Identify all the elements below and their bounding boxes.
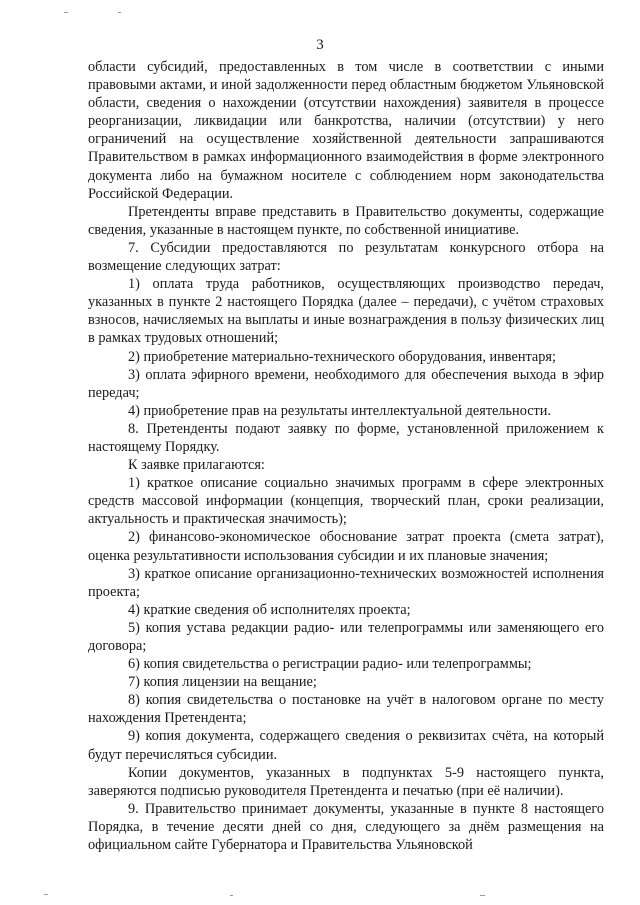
attachment-item-2: 2) финансово-экономическое обоснование затрат проекта (смета затрат), оценка результативности использования субсидии и их плановые значения; — [88, 529, 604, 564]
clause-7-item-1: 1) оплата труда работников, осуществляющих производство передач, указанных в пункте 2 настоящего Порядка (далее – передачи), с учётом страховых взносов, начисляемых на выплаты и иные вознаграждения в пользу физических лиц в рамках трудовых отношений; — [88, 276, 604, 347]
clause-9: 9. Правительство принимает документы, указанные в пункте 8 настоящего Порядка, в течение десяти дней со дня, следующего за днём размещения на официальном сайте Губернатора и Правительства Ульяновской — [88, 800, 604, 854]
page-number: 3 — [316, 37, 324, 53]
scan-speck — [44, 894, 48, 895]
attachment-item-4: 4) краткие сведения об исполнителях проекта; — [128, 601, 411, 618]
clause-8: 8. Претенденты подают заявку по форме, установленной приложением к настоящему Порядку. — [88, 420, 604, 455]
paragraph-continuation: области субсидий, предоставленных в том числе в соответствии с иными правовыми актами, и иной задолженности перед областным бюджетом Ульяновской области, сведения о нахождении (отсутствии нахождения) заявителя в процессе реорганизации, ликвидации или банкротства, наличии (отсутствии) у него ограничений на осуществление хозяйственной деятельности запрашиваются Правительством в рамках информационного взаимодействия в форме электронного документа либо на бумажном носителе с соблюдением норм законодательства Российской Федерации. — [88, 59, 604, 202]
attachment-item-7: 7) копия лицензии на вещание; — [128, 674, 317, 691]
scan-speck — [480, 895, 485, 896]
document-body — [88, 58, 604, 854]
scan-speck — [64, 12, 68, 13]
attachment-item-6: 6) копия свидетельства о регистрации радио- или телепрограммы; — [128, 656, 532, 673]
scan-speck — [230, 895, 233, 896]
attachment-item-9: 9) копия документа, содержащего сведения о реквизитах счёта, на который будут перечисляться субсидии. — [88, 728, 604, 763]
scan-speck — [118, 12, 121, 13]
attachment-item-5: 5) копия устава редакции радио- или телепрограммы или заменяющего его договора; — [88, 619, 604, 654]
attachment-item-1: 1) краткое описание социально значимых программ в сфере электронных средств массовой информации (концепция, творческий план, сроки реализации, актуальность и практическая значимость); — [88, 475, 604, 528]
clause-7-item-4: 4) приобретение прав на результаты интеллектуальной деятельности. — [128, 402, 552, 419]
attachment-item-8: 8) копия свидетельства о постановке на учёт в налоговом органе по месту нахождения Претендента; — [88, 692, 604, 727]
copies-certification: Копии документов, указанных в подпунктах 5-9 настоящего пункта, заверяются подписью руководителя Претендента и печатью (при её наличии). — [88, 764, 604, 799]
attachments-heading: К заявке прилагаются: — [128, 457, 265, 474]
clause-7-item-3: 3) оплата эфирного времени, необходимого для обеспечения выхода в эфир передач; — [88, 366, 604, 401]
clause-7-item-2: 2) приобретение материально-технического оборудования, инвентаря; — [128, 348, 556, 365]
attachment-item-3: 3) краткое описание организационно-технических возможностей исполнения проекта; — [88, 565, 604, 600]
clause-7: 7. Субсидии предоставляются по результатам конкурсного отбора на возмещение следующих затрат: — [88, 239, 604, 275]
paragraph-initiative: Претенденты вправе представить в Правительство документы, содержащие сведения, указанные в настоящем пункте, по собственной инициативе. — [88, 203, 604, 238]
